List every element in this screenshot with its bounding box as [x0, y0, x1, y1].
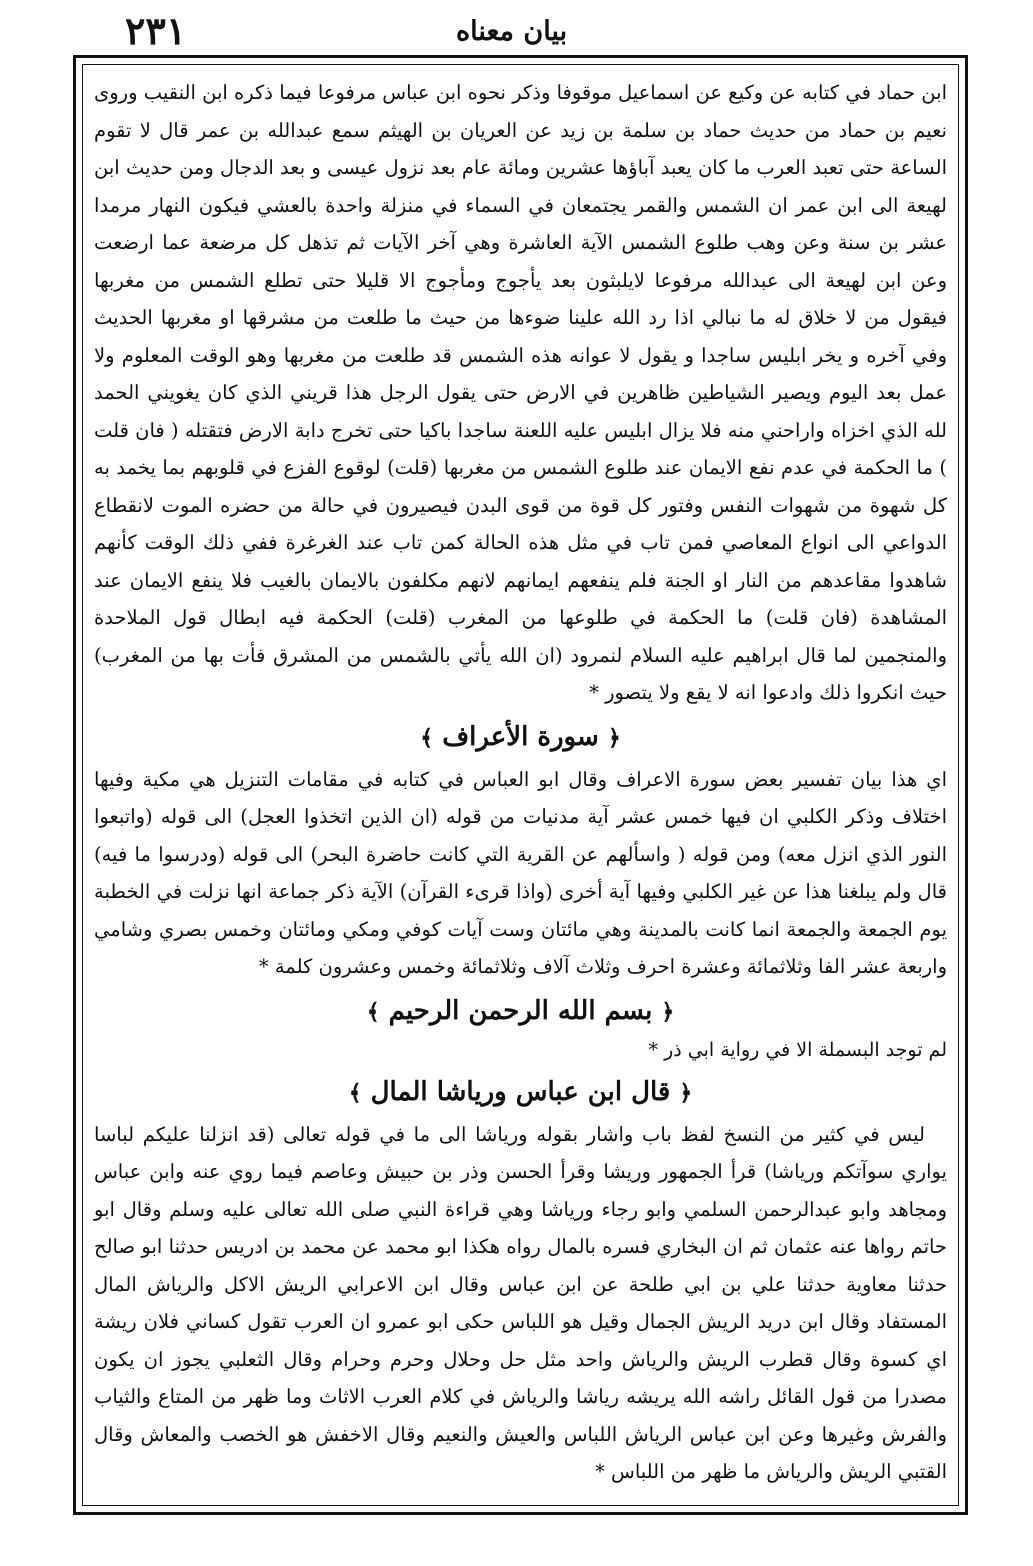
basmala-note: لم توجد البسملة الا في رواية ابي ذر * — [648, 1038, 947, 1061]
paragraph-riyash-explanation: ليس في كثير من النسخ لفظ باب واشار بقوله ورياشا الى ما في قوله تعالى (قد انزلنا عليكم لباسا يواري سوآتكم ورياشا) قرأ الجمهور وريشا وقرأ الحسن وذر بن حبيش وعاصم فيما روي عنه وابن عباس ومجاهد وابو عبدالرحمن السلمي وابو رجاء ورياشا وهي قراءة النبي صلى الله تعالى عليه وسلم وقال ابو حاتم رواها عنه عثمان ثم ان البخاري فسره بالمال رواه هكذا ابو محمد عن محمد بن ادريس حدثنا ابو صالح حدثنا معاوية حدثنا علي بن ابي طلحة عن ابن عباس وقال ابن الاعرابي الريش الاكل والرياش المال المستفاد وقال ابن دريد الريش الجمال وقيل هو اللباس حكى ابو عمرو ان العرب تقول كساني فلان ريشة اي كسوة وقال قطرب الريش والرياش واحد مثل حل وحلال وحرم وحرام وقال الثعلبي يجوز ان يكون مصدرا من قول القائل راشه الله يريشه رياشا والرياش في كلام العرب الاثاث وما ظهر من المتاع والثياب والفرش وغيرها وعن ابن عباس الرياش اللباس والعيش والنعيم وقال الاخفش هو الخصب والمعاش وقال القتبي الريش والرياش ما ظهر من اللباس * — [94, 1122, 947, 1483]
paragraph-surah-intro: اي هذا بيان تفسير بعض سورة الاعراف وقال ابو العباس في كتابه في مقامات التنزيل هي مكية وفيها اختلاف وذكر الكلبي ان فيها خمس عشر آية مدنيات من قوله (ان الذين اتخذوا العجل) الى قوله (واتبعوا النور الذي انزل معه) ومن قوله ( واسألهم عن القرية التي كانت حاضرة البحر) الى قوله (ودرسوا ما فيه) قال ولم يبلغنا هذا عن غير الكلبي وفيها آية أخرى (واذا قرىء القرآن) الآية ذكر جماعة انها نزلت في الخطبة يوم الجمعة والجمعة انما كانت بالمدينة وهي مائتان وست آيات كوفي ومكي ومائتان وخمس بصري وشامي واربعة عشر الفا وثلاثمائة وعشرة احرف وثلاث آلاف وثلاثمائة وخمس وعشرون كلمة * — [94, 767, 947, 978]
paragraph-hadith-sun-rising: ابن حماد في كتابه عن وكيع عن اسماعيل موقوفا وذكر نحوه ابن عباس مرفوعا فيما ذكره ابن النقيب وروى نعيم بن حماد من حديث حماد بن سلمة بن زيد عن العريان بن الهيثم سمع عبدالله بن عمر قال لا تقوم الساعة حتى تعبد العرب ما كان يعبد آباؤها عشرين ومائة عام بعد نزول عيسى و بعد الدجال ومن حديث ابن لهيعة الى ابن عمر ان الشمس والقمر يجتمعان في السماء في منزلة واحدة بالعشي فيكون النهار مرمدا عشر بن سنة وعن وهب طلوع الشمس الآية العاشرة وهي آخر الآيات ثم تذهل كل مرضعة عما ارضعت وعن ابن لهيعة الى عبدالله مرفوعا لايلبثون بعد يأجوج ومأجوج الا قليلا حتى تطلع الشمس من مغربها فيقول من لا خلاق له ما نبالي اذا رد الله علينا ضوءها من حيث ما طلعت من مشرقها او مغربها الحديث وفي آخره و يخر ابليس ساجدا و يقول لا عوانه هذه الشمس قد طلعت من مغربها وهو الوقت المعلوم ولا عمل بعد اليوم ويصير الشياطين ظاهرين في الارض حتى يقول الرجل هذا قريني الذي كان يغويني الحمد لله الذي اخزاه واراحني منه فلا يزال ابليس عليه اللعنة ساجدا باكيا حتى تخرج دابة الارض فتقتله ( فان قلت ) ما الحكمة في عدم نفع الايمان عند طلوع الشمس من مغربها (قلت) لوقوع الفزع في قلوبهم بما يخمد به كل شهوة من شهوات النفس وفتور كل قوة من قوى البدن فيصيرون في حالة من حضره الموت لانقطاع الدواعي الى انواع المعاصي فمن تاب في مثل هذه الحالة كمن تاب عند الغرغرة ففي ذلك الوقت كأنهم شاهدوا مقاعدهم من النار او الجنة فلم ينفعهم ايمانهم لانهم مكلفون بالايمان بالغيب فلا ينفع الايمان عند المشاهدة (فان قلت) ما الحكمة في طلوعها من المغرب (قلت) الحكمة فيه ابطال قول الملاحدة والمنجمين لما قال ابراهيم عليه السلام لنمرود (ان الله يأتي بالشمس من المشرق فأت بها من المغرب) حيث انكروا ذلك وادعوا انه لا يقع ولا يتصور * — [94, 81, 947, 704]
ornament-bracket-icon: ﴿ — [661, 998, 675, 1025]
ornament-bracket-icon: ﴾ — [420, 724, 434, 751]
ornament-bracket-icon: ﴾ — [366, 998, 380, 1025]
heading-text: سورة الأعراف — [442, 721, 599, 752]
page-header — [0, 6, 1033, 58]
running-title: بيان معناه — [456, 16, 568, 47]
heading-ibn-abbas-riyash — [94, 1071, 947, 1114]
heading-text: بسم الله الرحمن الرحيم — [388, 995, 653, 1026]
heading-basmala — [94, 990, 947, 1033]
page-body — [94, 74, 947, 1491]
heading-text: قال ابن عباس ورياشا المال — [370, 1076, 671, 1107]
ornament-bracket-icon: ﴾ — [348, 1079, 362, 1106]
ornament-bracket-icon: ﴿ — [607, 724, 621, 751]
ornament-bracket-icon: ﴿ — [679, 1079, 693, 1106]
heading-surat-al-araf — [94, 716, 947, 759]
page-number: ٢٣١ — [125, 8, 187, 53]
